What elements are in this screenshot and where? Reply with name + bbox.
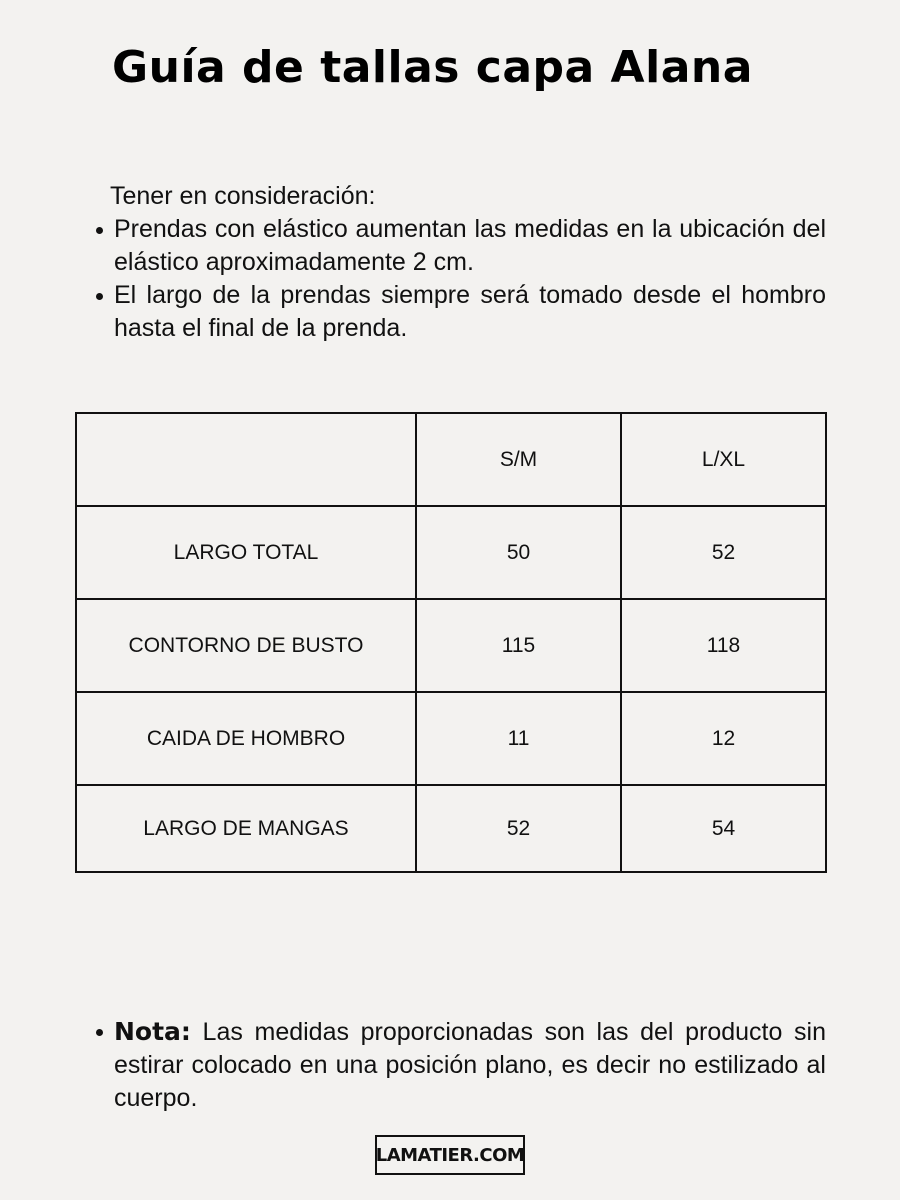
value-lxl: 54 (621, 785, 826, 872)
value-lxl: 12 (621, 692, 826, 785)
considerations-section (90, 180, 826, 345)
note-section (90, 1015, 826, 1115)
header-empty-cell (76, 413, 416, 506)
value-sm: 52 (416, 785, 621, 872)
consideration-item-length: El largo de la prendas siempre será tomado desde el hombro hasta el final de la prenda. (90, 279, 826, 345)
considerations-intro: Tener en consideración: (110, 182, 376, 210)
note-item (90, 1015, 826, 1115)
table-header-row (76, 413, 826, 506)
table-row (76, 692, 826, 785)
row-label: CAIDA DE HOMBRO (76, 692, 416, 785)
value-sm: 50 (416, 506, 621, 599)
value-lxl: 52 (621, 506, 826, 599)
value-sm: 11 (416, 692, 621, 785)
value-lxl: 118 (621, 599, 826, 692)
row-label: LARGO DE MANGAS (76, 785, 416, 872)
note-text: Las medidas proporcionadas son las del producto sin estirar colocado en una posición plano, es decir no estilizado al cuerpo. (114, 1018, 826, 1112)
table-row (76, 785, 826, 872)
header-size-lxl: L/XL (621, 413, 826, 506)
note-label: Nota: (114, 1017, 191, 1046)
value-sm: 115 (416, 599, 621, 692)
page-title: Guía de tallas capa Alana (112, 42, 753, 93)
considerations-list (90, 213, 826, 345)
size-table (75, 412, 827, 873)
consideration-item-elastic: Prendas con elástico aumentan las medidas en la ubicación del elástico aproximadamente 2 cm. (90, 213, 826, 279)
row-label: CONTORNO DE BUSTO (76, 599, 416, 692)
row-label: LARGO TOTAL (76, 506, 416, 599)
table-row (76, 599, 826, 692)
header-size-sm: S/M (416, 413, 621, 506)
brand-badge: LAMATIER.COM (375, 1135, 525, 1175)
table-row (76, 506, 826, 599)
